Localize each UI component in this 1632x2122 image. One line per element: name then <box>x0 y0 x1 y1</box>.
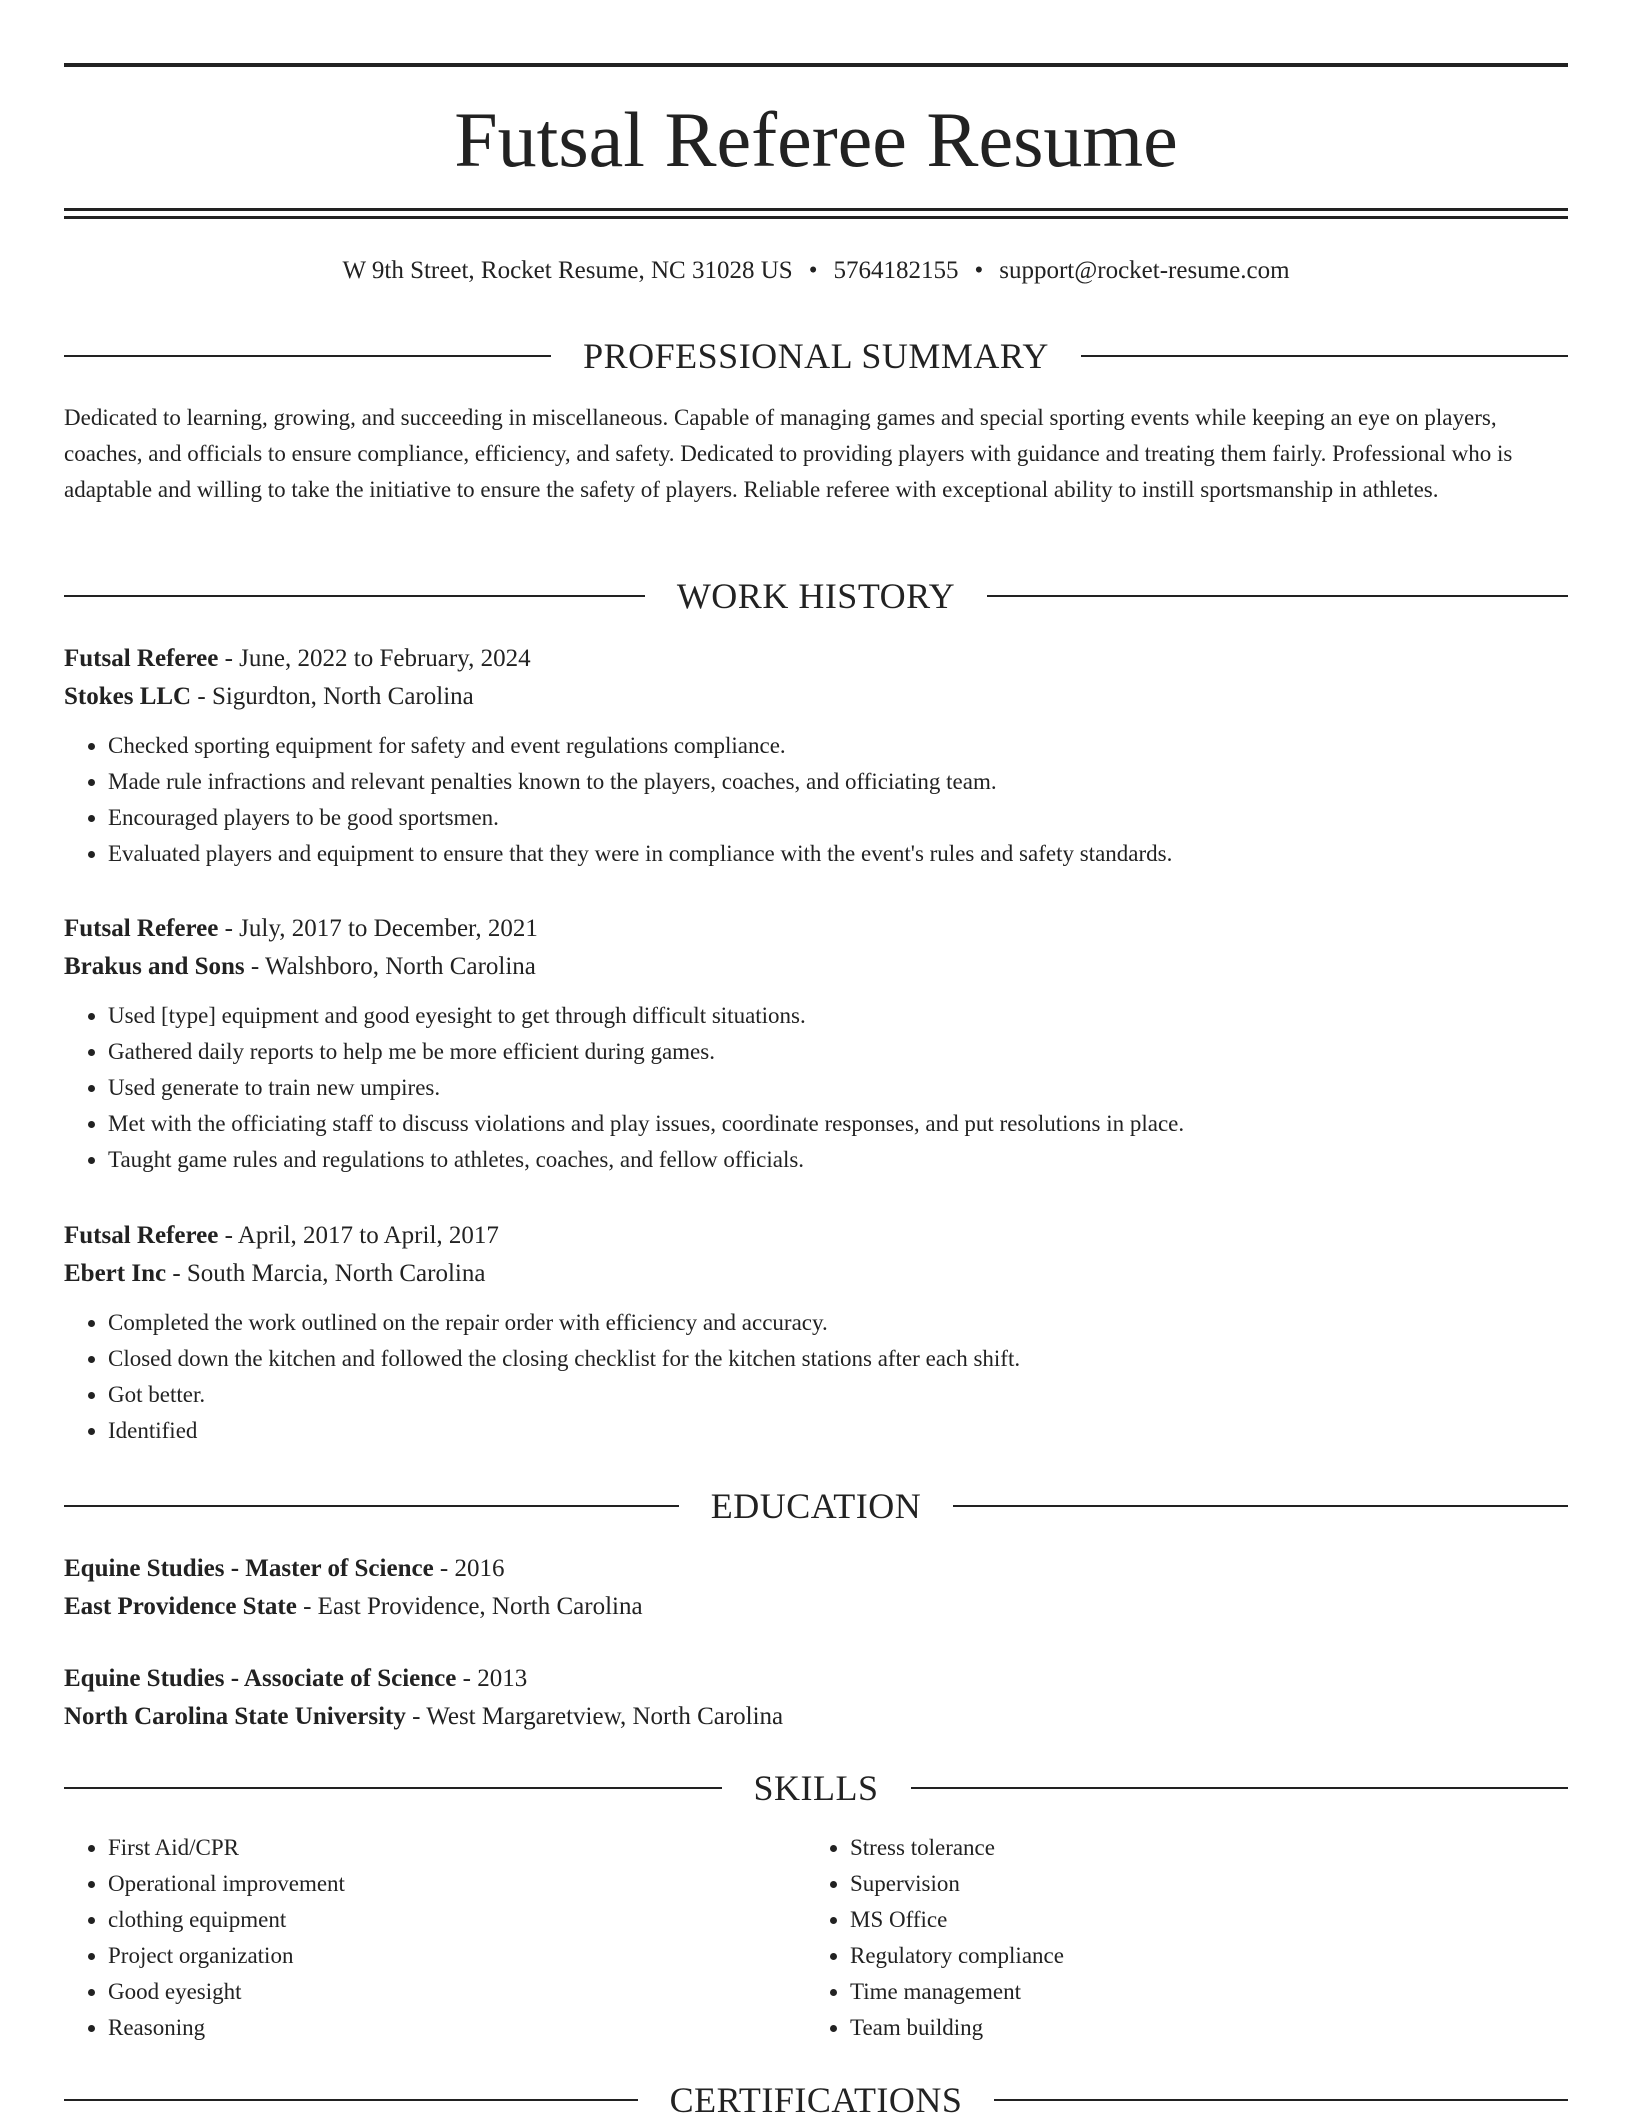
skills-list <box>806 1830 1506 2046</box>
list-item: • clothing equipment <box>108 1902 764 1938</box>
list-item: • Identified <box>108 1413 1568 1449</box>
degree-year: - 2013 <box>456 1665 528 1692</box>
list-item: • Gathered daily reports to help me be more efficient during games. <box>108 1034 1568 1070</box>
list-item: • Closed down the kitchen and followed the closing checklist for the kitchen stations after each shift. <box>108 1341 1568 1377</box>
heading-rule <box>64 2099 638 2101</box>
degree-line <box>64 1660 1568 1698</box>
job-company: Ebert Inc <box>64 1260 167 1287</box>
contact-separator: • <box>808 257 818 284</box>
job-location: - Sigurdton, North Carolina <box>191 683 474 710</box>
list-item: • Supervision <box>850 1866 1506 1902</box>
list-item: • Time management <box>850 1974 1506 2010</box>
job-company-line <box>64 948 1568 986</box>
school: East Providence State <box>64 1593 297 1620</box>
education-heading <box>64 1484 1568 1528</box>
summary-text: Dedicated to learning, growing, and succeeding in miscellaneous. Capable of managing games and special sporting events while keeping an eye on players, coaches, and officials to ensure compliance, efficiency, and safety. Dedicated to providing players with guidance and treating them fairly. Professional who is adaptable and willing to take the initiative to ensure the safety of players. Reliable referee with exceptional ability to instill sportsmanship in athletes. <box>64 405 1513 502</box>
contact-phone: 5764182155 <box>833 257 959 284</box>
title-rule-upper <box>64 208 1568 211</box>
list-item: • Operational improvement <box>108 1866 764 1902</box>
heading-rule <box>64 595 645 597</box>
job-title-line <box>64 910 1568 948</box>
contact-separator: • <box>974 257 984 284</box>
heading-rule <box>911 1787 1569 1789</box>
degree: Equine Studies - Associate of Science <box>64 1665 457 1692</box>
list-item: • Used [type] equipment and good eyesight to get through difficult situations. <box>108 998 1568 1034</box>
job-title-line <box>64 1217 1568 1255</box>
school-line <box>64 1698 1568 1736</box>
heading-rule <box>64 1505 679 1507</box>
job-title: Futsal Referee <box>64 915 219 942</box>
section-title: SKILLS <box>753 1768 879 1808</box>
job-bullets <box>64 998 1568 1178</box>
heading-rule <box>1081 355 1568 357</box>
list-item: • Team building <box>850 2010 1506 2046</box>
heading-rule <box>987 595 1568 597</box>
list-item: • Got better. <box>108 1377 1568 1413</box>
list-item: • Evaluated players and equipment to ensure that they were in compliance with the event's rules and safety standards. <box>108 836 1568 872</box>
list-item: • Good eyesight <box>108 1974 764 2010</box>
section-title: WORK HISTORY <box>676 576 956 616</box>
job-title-line <box>64 640 1568 678</box>
top-rule <box>64 63 1568 67</box>
list-item: • Reasoning <box>108 2010 764 2046</box>
skills-right-column <box>806 1830 1506 2046</box>
section-title: CERTIFICATIONS <box>669 2080 963 2120</box>
list-item: • First Aid/CPR <box>108 1830 764 1866</box>
job-entry <box>64 910 1568 1178</box>
job-bullets <box>64 728 1568 872</box>
job-company: Brakus and Sons <box>64 953 245 980</box>
skills-left-column <box>64 1830 764 2046</box>
title-rule-lower <box>64 216 1568 219</box>
heading-rule <box>953 1505 1568 1507</box>
job-bullets <box>64 1305 1568 1449</box>
contact-email: support@rocket-resume.com <box>999 257 1290 284</box>
job-title: Futsal Referee <box>64 645 219 672</box>
list-item: • Project organization <box>108 1938 764 1974</box>
education-entry <box>64 1550 1568 1626</box>
heading-rule <box>64 355 551 357</box>
list-item: • Met with the officiating staff to discuss violations and play issues, coordinate responses, and put resolutions in place. <box>108 1106 1568 1142</box>
section-title: PROFESSIONAL SUMMARY <box>583 336 1049 376</box>
job-company-line <box>64 678 1568 716</box>
resume-title: Futsal Referee Resume <box>454 96 1178 183</box>
section-title: EDUCATION <box>710 1486 922 1526</box>
job-company: Stokes LLC <box>64 683 192 710</box>
job-company-line <box>64 1255 1568 1293</box>
list-item: • Made rule infractions and relevant penalties known to the players, coaches, and officiating team. <box>108 764 1568 800</box>
education-entry <box>64 1660 1568 1736</box>
job-entry <box>64 1217 1568 1449</box>
certifications-heading <box>64 2078 1568 2122</box>
degree-line <box>64 1550 1568 1588</box>
list-item: • Completed the work outlined on the repair order with efficiency and accuracy. <box>108 1305 1568 1341</box>
school: North Carolina State University <box>64 1703 406 1730</box>
contact-line <box>64 254 1568 288</box>
school-location: - West Margaretview, North Carolina <box>405 1703 784 1730</box>
job-location: - South Marcia, North Carolina <box>166 1260 486 1287</box>
job-dates: - June, 2022 to February, 2024 <box>218 645 531 672</box>
list-item: • Encouraged players to be good sportsmen. <box>108 800 1568 836</box>
degree: Equine Studies - Master of Science <box>64 1555 434 1582</box>
list-item: • Used generate to train new umpires. <box>108 1070 1568 1106</box>
skills-list <box>64 1830 764 2046</box>
contact-address: W 9th Street, Rocket Resume, NC 31028 US <box>342 257 793 284</box>
school-location: - East Providence, North Carolina <box>296 1593 643 1620</box>
job-dates: - July, 2017 to December, 2021 <box>218 915 538 942</box>
list-item: • Checked sporting equipment for safety and event regulations compliance. <box>108 728 1568 764</box>
degree-year: - 2016 <box>433 1555 505 1582</box>
job-dates: - April, 2017 to April, 2017 <box>218 1222 499 1249</box>
job-entry <box>64 640 1568 872</box>
summary-heading <box>64 334 1568 378</box>
heading-rule <box>994 2099 1568 2101</box>
skills-heading <box>64 1766 1568 1810</box>
heading-rule <box>64 1787 722 1789</box>
list-item: • Stress tolerance <box>850 1830 1506 1866</box>
school-line <box>64 1588 1568 1626</box>
job-title: Futsal Referee <box>64 1222 219 1249</box>
job-location: - Walshboro, North Carolina <box>244 953 536 980</box>
list-item: • MS Office <box>850 1902 1506 1938</box>
work-history-heading <box>64 574 1568 618</box>
list-item: • Regulatory compliance <box>850 1938 1506 1974</box>
list-item: • Taught game rules and regulations to athletes, coaches, and fellow officials. <box>108 1142 1568 1178</box>
